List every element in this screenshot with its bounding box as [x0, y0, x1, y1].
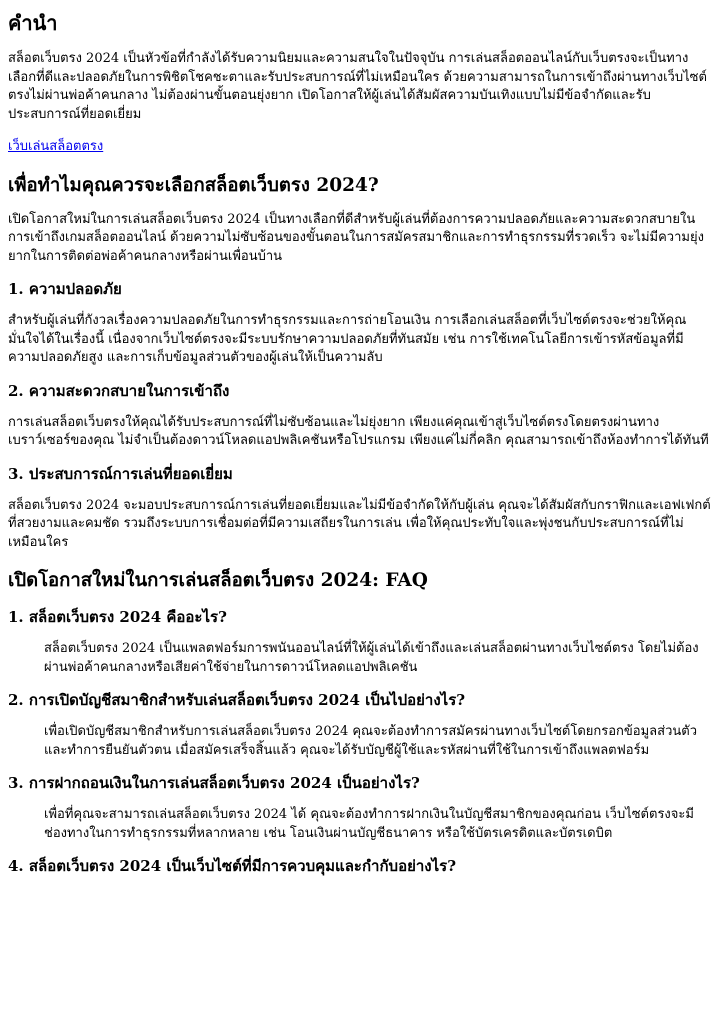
faq-question: 1. สล็อตเว็บตรง 2024 คืออะไร? — [8, 608, 227, 626]
section-text-convenience: การเล่นสล็อตเว็บตรงให้คุณได้รับประสบการณ์ที่ไม่ซับซ้อนและไม่ยุ่งยาก เพียงแค่คุณเข้าสู่เว็บไซต์ตรงโดยตรงผ่านทางเบราว์เซอร์ของคุณ ไม่จำเป็นต้องดาวน์โหลดแอปพลิเคชันหรือโปรแกรม เพียงแค่ไม่กี่คลิก คุณสามารถเข้าถึงห้องทำการได้ทันที — [8, 414, 709, 448]
faq-answer: สล็อตเว็บตรง 2024 เป็นแพลตฟอร์มการพนันออนไลน์ที่ให้ผู้เล่นได้เข้าถึงและเล่นสล็อตผ่านทางเว็บไซต์ตรง โดยไม่ต้องผ่านพ่อค้าคนกลางหรือเสียค่าใช้จ่ายในการดาวน์โหลดแอปพลิเคชัน — [44, 641, 699, 675]
link-paragraph — [8, 138, 712, 157]
section-text-safety: สำหรับผู้เล่นที่กังวลเรื่องความปลอดภัยในการทำธุรกรรมและการถ่ายโอนเงิน การเลือกเล่นสล็อตที่เว็บไซต์ตรงจะช่วยให้คุณมั่นใจได้ในเรื่องนี้ เนื่องจากเว็บไซต์ตรงจะมีระบบรักษาความปลอดภัยที่ทันสมัย เช่น การใช้เทคโนโลยีการเข้ารหัสข้อมูลที่มีความปลอดภัยสูง และการเก็บข้อมูลส่วนตัวของผู้เล่นให้เป็นความลับ — [8, 313, 687, 365]
document-page — [0, 10, 720, 877]
why-heading: เพื่อทำไมคุณควรจะเลือกสล็อตเว็บตรง 2024? — [8, 174, 379, 196]
faq-question: 2. การเปิดบัญชีสมาชิกสำหรับเล่นสล็อตเว็บตรง 2024 เป็นไปอย่างไร? — [8, 691, 466, 709]
slot-site-link[interactable]: เว็บเล่นสล็อตตรง — [8, 139, 104, 154]
section-heading-experience: 3. ประสบการณ์การเล่นที่ยอดเยี่ยม — [8, 464, 233, 483]
faq-answer: เพื่อเปิดบัญชีสมาชิกสำหรับการเล่นสล็อตเว็บตรง 2024 คุณจะต้องทำการสมัครผ่านทางเว็บไซต์โดยกรอกข้อมูลส่วนตัวและทำการยืนยันตัวตน เมื่อสมัครเสร็จสิ้นแล้ว คุณจะได้รับบัญชีผู้ใช้และรหัสผ่านที่ใช้ในการเข้าถึงแพลตฟอร์ม — [44, 724, 698, 758]
section-text-experience: สล็อตเว็บตรง 2024 จะมอบประสบการณ์การเล่นที่ยอดเยี่ยมและไม่มีข้อจำกัดให้กับผู้เล่น คุณจะได้สัมผัสกับกราฟิกและเอฟเฟกต์ที่สวยงามและคมชัด รวมถึงระบบการเชื่อมต่อที่มีความเสถียรในการเล่น เพื่อให้คุณประทับใจและพุ่งชนกับประสบการณ์ที่ไม่เหมือนใคร — [8, 497, 711, 550]
faq-question: 3. การฝากถอนเงินในการเล่นสล็อตเว็บตรง 2024 เป็นอย่างไร? — [8, 774, 420, 792]
section-heading-convenience: 2. ความสะดวกสบายในการเข้าถึง — [8, 381, 230, 400]
intro-paragraph: สล็อตเว็บตรง 2024 เป็นหัวข้อที่กำลังได้รับความนิยมและความสนใจในปัจจุบัน การเล่นสล็อตออนไลน์กับเว็บตรงจะเป็นทางเลือกที่ดีและปลอดภัยในการพิชิตโชคชะตาและรับประสบการณ์ที่ไม่เหมือนใคร ด้วยความสามารถในการเข้าถึงผ่านทางเว็บไซต์ตรงไม่ผ่านพ่อค้าคนกลาง ไม่ต้องผ่านขั้นตอนยุ่งยาก เปิดโอกาสให้ผู้เล่นได้สัมผัสความบันเทิงแบบไม่มีข้อจำกัดและรับประสบการณ์ที่ยอดเยี่ยม — [8, 51, 707, 122]
page-title: คำนำ — [8, 11, 58, 35]
section-heading-safety: 1. ความปลอดภัย — [8, 280, 122, 298]
faq-question: 4. สล็อตเว็บตรง 2024 เป็นเว็บไซต์ที่มีการควบคุมและกำกับอย่างไร? — [8, 857, 457, 875]
faq-heading: เปิดโอกาสใหม่ในการเล่นสล็อตเว็บตรง 2024: FAQ — [8, 570, 428, 591]
why-paragraph: เปิดโอกาสใหม่ในการเล่นสล็อตเว็บตรง 2024 เป็นทางเลือกที่ดีสำหรับผู้เล่นที่ต้องการความปลอดภัยและความสะดวกสบายในการเข้าถึงเกมสล็อตออนไลน์ ด้วยความไม่ซับซ้อนของขั้นตอนในการสมัครสมาชิกและการทำธุรกรรมที่รวดเร็ว จะไม่มีความยุ่งยากในการติดต่อพ่อค้าคนกลางหรือผ่านเพื่อนบ้าน — [8, 211, 704, 264]
faq-answer: เพื่อที่คุณจะสามารถเล่นสล็อตเว็บตรง 2024 ได้ คุณจะต้องทำการฝากเงินในบัญชีสมาชิกของคุณก่อน เว็บไซต์ตรงจะมีช่องทางในการทำธุรกรรมที่หลากหลาย เช่น โอนเงินผ่านบัญชีธนาคาร หรือใช้บัตรเครดิตและบัตรเดบิต — [44, 807, 694, 841]
